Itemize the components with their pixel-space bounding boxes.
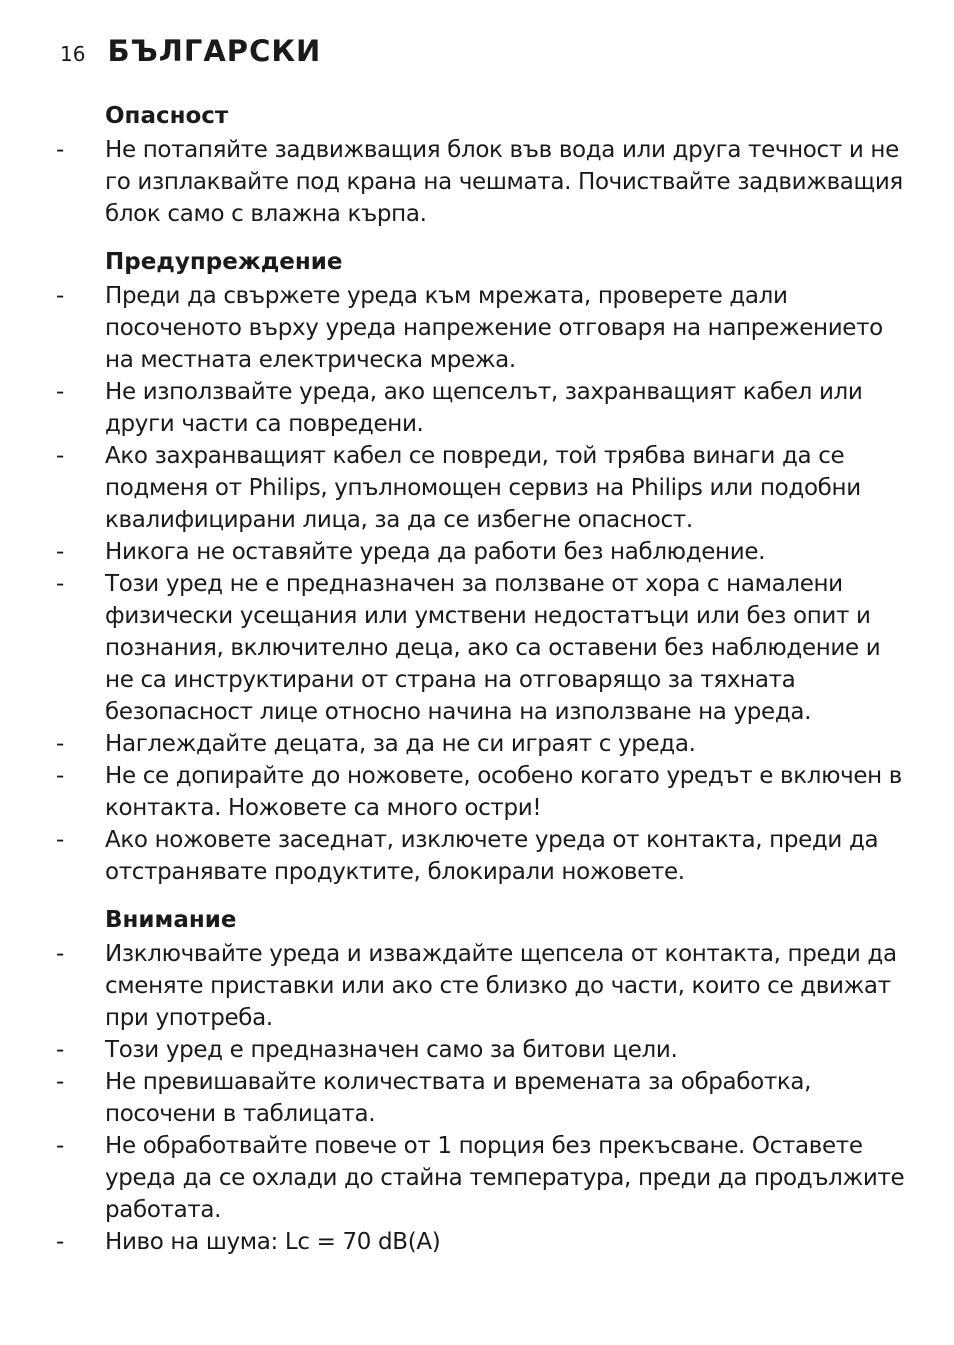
bullet-dash: -	[56, 443, 64, 469]
section-title: Предупреждение	[105, 249, 343, 275]
list-item	[56, 1066, 906, 1130]
list-item	[56, 824, 906, 888]
list-item	[56, 1034, 906, 1066]
item-text: Не използвайте уреда, ако щепселът, захранващият кабел или други части са повредени.	[105, 379, 863, 437]
item-text: Не се допирайте до ножовете, особено когато уредът е включен в контакта. Ножовете са много остри!	[105, 763, 902, 821]
section-warning	[56, 246, 906, 888]
list-item	[56, 568, 906, 728]
item-text: Този уред е предназначен само за битови цели.	[105, 1037, 678, 1063]
item-text: Ниво на шума: Lc = 70 dB(A)	[105, 1229, 441, 1255]
item-text: Ако захранващият кабел се повреди, той трябва винаги да се подменя от Philips, упълномощен сервиз на Philips или подобни квалифицирани лица, за да се избегне опасност.	[105, 443, 861, 533]
bullet-dash: -	[56, 571, 64, 597]
list-item	[56, 280, 906, 376]
list-item	[56, 728, 906, 760]
list-item	[56, 1130, 906, 1226]
page-header	[60, 34, 321, 68]
item-text: Наглеждайте децата, за да не си играят с уреда.	[105, 731, 696, 757]
bullet-dash: -	[56, 1229, 64, 1255]
bullet-dash: -	[56, 137, 64, 163]
item-text: Ако ножовете заседнат, изключете уреда от контакта, преди да отстранявате продуктите, блокирали ножовете.	[105, 827, 879, 885]
list-item	[56, 938, 906, 1034]
language-title: БЪЛГАРСКИ	[107, 34, 322, 68]
bullet-dash: -	[56, 539, 64, 565]
bullet-dash: -	[56, 283, 64, 309]
item-text: Никога не оставяйте уреда да работи без наблюдение.	[105, 539, 766, 565]
item-text: Не обработвайте повече от 1 порция без прекъсване. Оставете уреда да се охлади до стайна температура, преди да продължите работата.	[105, 1133, 905, 1223]
page-number: 16	[60, 42, 86, 66]
item-text: Този уред не е предназначен за ползване от хора с намалени физически усещания или умствени недостатъци или без опит и познания, включително деца, ако са оставени без наблюдение и не са инструктирани от страна на отговарящо за тяхната безопасност лице относно начина на използване на уреда.	[105, 571, 881, 725]
bullet-dash: -	[56, 1069, 64, 1095]
bullet-dash: -	[56, 379, 64, 405]
item-text: Не превишавайте количествата и времената за обработка, посочени в таблицата.	[105, 1069, 812, 1127]
bullet-dash: -	[56, 763, 64, 789]
item-text: Преди да свържете уреда към мрежата, проверете дали посоченото върху уреда напрежение отговаря на напрежението на местната електрическа мрежа.	[105, 283, 883, 373]
list-item	[56, 760, 906, 824]
bullet-dash: -	[56, 1037, 64, 1063]
section-title: Опасност	[105, 103, 229, 129]
bullet-dash: -	[56, 1133, 64, 1159]
section-danger	[56, 100, 906, 230]
list-item	[56, 440, 906, 536]
list-item	[56, 376, 906, 440]
bullet-dash: -	[56, 731, 64, 757]
bullet-dash: -	[56, 827, 64, 853]
item-text: Изключвайте уреда и изваждайте щепсела от контакта, преди да сменяте приставки или ако сте близко до части, които се движат при употреба.	[105, 941, 897, 1031]
item-text: Не потапяйте задвижващия блок във вода или друга течност и не го изплаквайте под крана на чешмата. Почиствайте задвижващия блок само с влажна кърпа.	[105, 137, 903, 227]
list-item	[56, 134, 906, 230]
bullet-dash: -	[56, 941, 64, 967]
section-title: Внимание	[105, 907, 237, 933]
section-caution	[56, 904, 906, 1258]
content	[56, 100, 906, 1274]
list-item	[56, 536, 906, 568]
list-item	[56, 1226, 906, 1258]
